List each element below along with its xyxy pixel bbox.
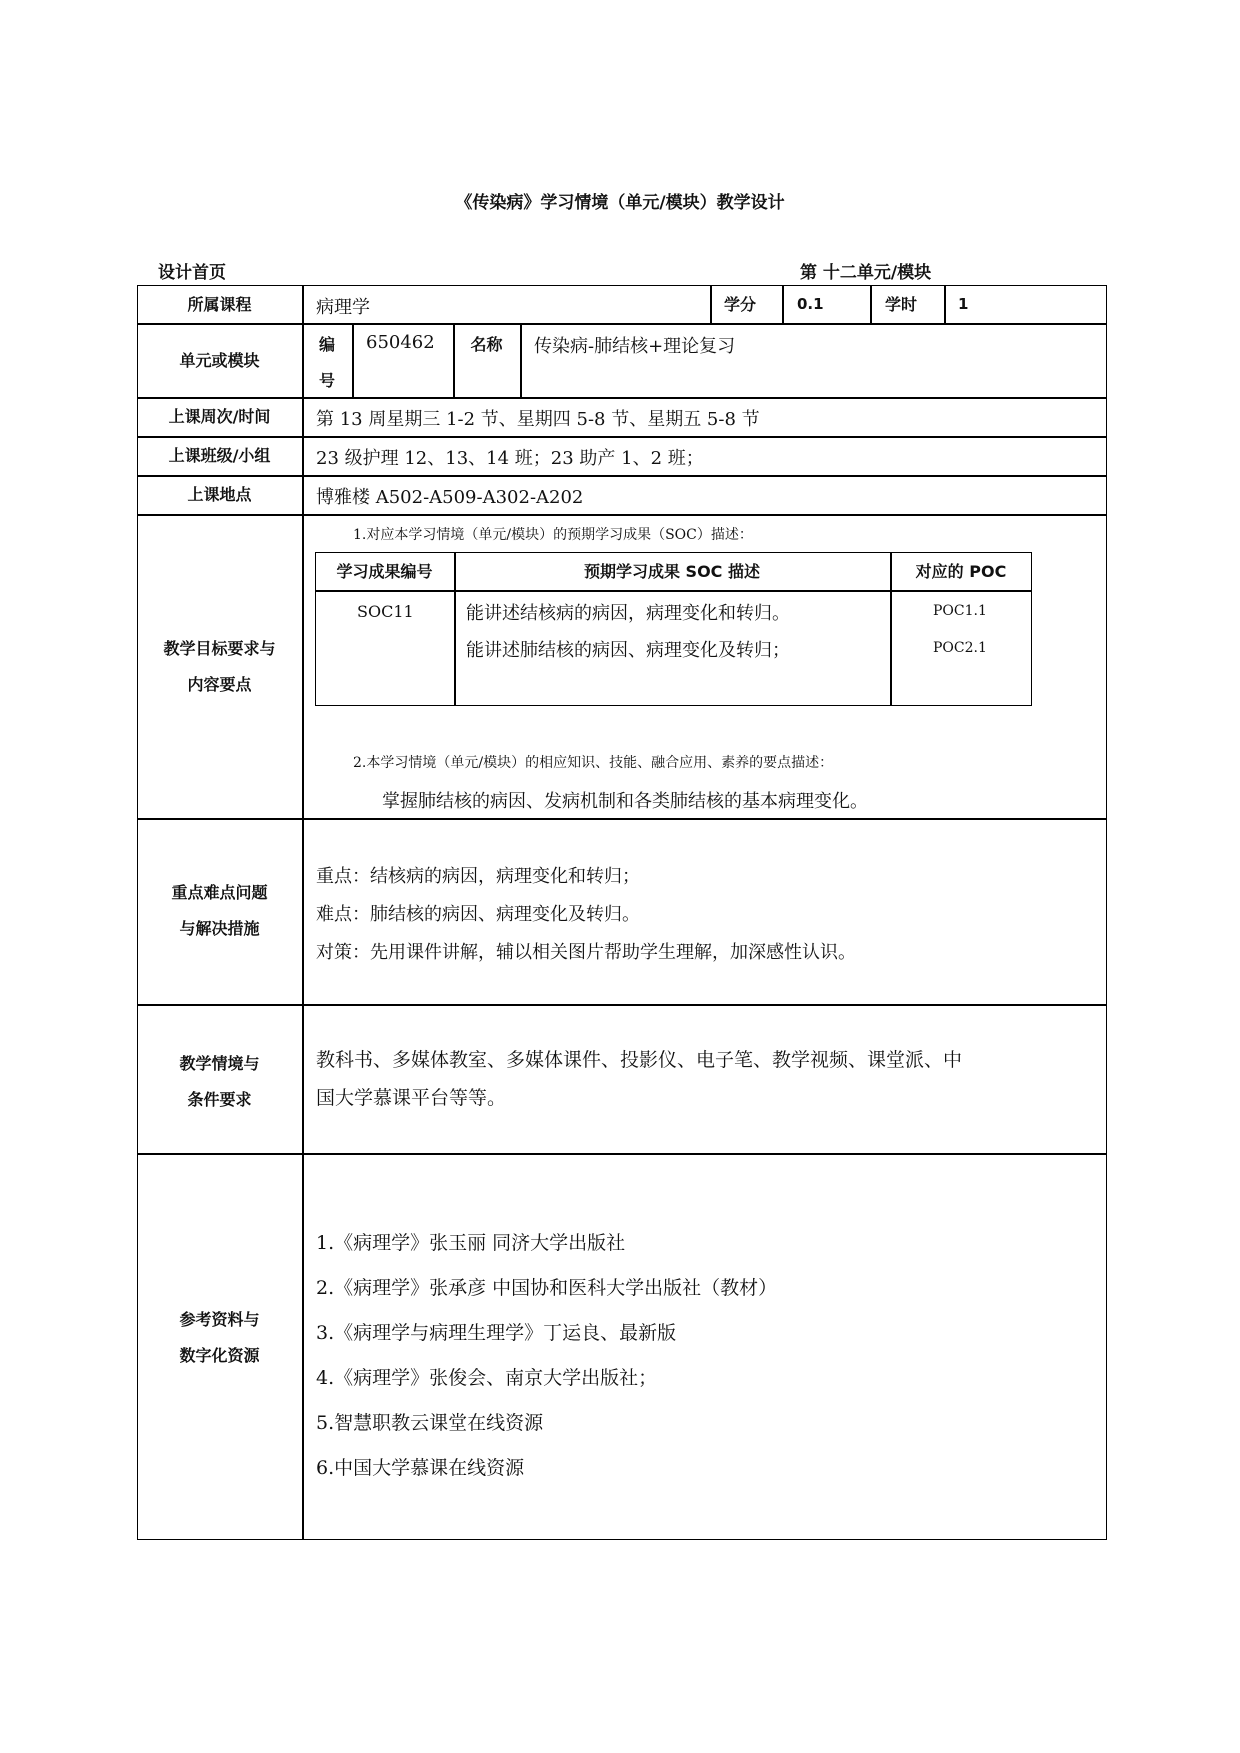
soc-header-id: 学习成果编号: [336, 562, 433, 581]
soc-header-description: 预期学习成果 SOC 描述: [583, 562, 760, 581]
knowledge-heading: 2.本学习情境（单元/模块）的相应知识、技能、融合应用、素养的要点描述：: [353, 755, 834, 771]
knowledge-text: 掌握肺结核的病因、发病机制和各类肺结核的基本病理变化。: [382, 791, 868, 812]
hours-value: 1: [958, 295, 969, 313]
reference-item: 6.中国大学慕课在线资源: [316, 1457, 525, 1479]
location-label: 上课地点: [187, 485, 252, 504]
unit-name-label: 名称: [470, 335, 503, 354]
row-divider: [137, 818, 1107, 820]
cell-divider: [782, 285, 784, 323]
schedule-label: 上课周次/时间: [168, 407, 271, 426]
soc-description-1: 能讲述结核病的病因，病理变化和转归。: [466, 603, 790, 624]
conditions-label-line1: 教学情境与: [179, 1054, 260, 1073]
row-divider: [137, 1004, 1107, 1006]
class-value: 23 级护理 12、13、14 班；23 助产 1、2 班；: [316, 448, 704, 469]
credit-value: 0.1: [797, 295, 824, 313]
conditions-label-line2: 条件要求: [187, 1090, 252, 1109]
reference-item: 5.智慧职教云课堂在线资源: [316, 1412, 544, 1434]
references-label-line2: 数字化资源: [179, 1346, 260, 1365]
cell-divider: [944, 285, 946, 323]
course-value: 病理学: [316, 297, 370, 318]
reference-item: 1.《病理学》张玉丽 同济大学出版社: [316, 1232, 626, 1254]
soc-poc-2: POC2.1: [933, 640, 987, 656]
document-title: 《传染病》学习情境（单元/模块）教学设计: [455, 193, 785, 213]
soc-id: SOC11: [357, 602, 414, 621]
soc-header-divider: [315, 590, 1032, 592]
objectives-label-line1: 教学目标要求与: [163, 639, 276, 658]
code-label-2: 号: [318, 371, 335, 390]
keypoints-label-line1: 重点难点问题: [171, 883, 268, 902]
unit-label: 单元或模块: [179, 351, 260, 370]
soc-description-2: 能讲述肺结核的病因、病理变化及转归；: [466, 640, 790, 661]
unit-code-value: 650462: [366, 332, 435, 353]
row-divider: [137, 323, 1107, 325]
class-label: 上课班级/小组: [168, 446, 271, 465]
label-column-divider: [302, 285, 304, 1540]
conditions-text-line1: 教科书、多媒体教室、多媒体课件、投影仪、电子笔、教学视频、课堂派、中: [316, 1049, 963, 1071]
code-label-1: 编: [318, 335, 335, 354]
reference-item: 2.《病理学》张承彦 中国协和医科大学出版社（教材）: [316, 1277, 778, 1299]
keypoint-line: 重点：结核病的病因，病理变化和转归；: [316, 866, 640, 887]
row-divider: [137, 1153, 1107, 1155]
conditions-text-line2: 国大学慕课平台等等。: [316, 1087, 507, 1109]
hours-label: 学时: [884, 295, 917, 314]
cell-divider: [352, 323, 354, 397]
references-label-line1: 参考资料与: [179, 1310, 260, 1329]
location-value: 博雅楼 A502-A509-A302-A202: [316, 487, 584, 508]
objectives-label-line2: 内容要点: [187, 675, 252, 694]
soc-heading: 1.对应本学习情境（单元/模块）的预期学习成果（SOC）描述：: [353, 527, 753, 543]
course-label: 所属课程: [187, 295, 252, 314]
credit-label: 学分: [723, 295, 756, 314]
unit-name-value: 传染病-肺结核+理论复习: [534, 336, 736, 357]
cell-divider: [520, 323, 522, 397]
row-divider: [137, 514, 1107, 516]
keypoint-line: 对策：先用课件讲解，辅以相关图片帮助学生理解，加深感性认识。: [316, 942, 856, 963]
unit-number-label: 第 十二单元/模块: [800, 263, 932, 283]
schedule-value: 第 13 周星期三 1-2 节、星期四 5-8 节、星期五 5-8 节: [316, 409, 760, 430]
reference-item: 3.《病理学与病理生理学》丁运良、最新版: [316, 1322, 677, 1344]
keypoint-line: 难点：肺结核的病因、病理变化及转归。: [316, 904, 640, 925]
soc-poc-1: POC1.1: [933, 603, 987, 619]
reference-item: 4.《病理学》张俊会、南京大学出版社；: [316, 1367, 658, 1389]
keypoints-label-line2: 与解决措施: [179, 919, 260, 938]
design-front-page-label: 设计首页: [158, 263, 226, 283]
soc-header-poc: 对应的 POC: [915, 562, 1007, 581]
